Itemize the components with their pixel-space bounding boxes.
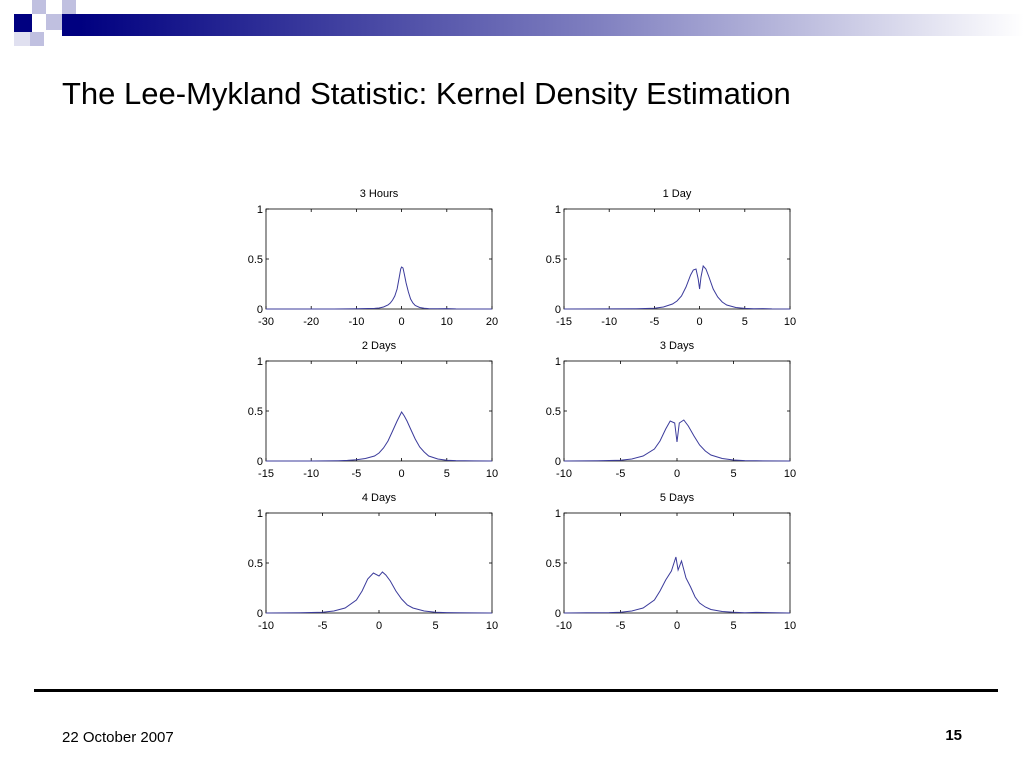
chart-frame <box>266 209 492 309</box>
x-tick-label: -30 <box>258 316 274 328</box>
chart-frame <box>266 361 492 461</box>
footer-divider <box>34 689 998 692</box>
x-tick-label: 0 <box>398 468 405 480</box>
x-tick-label: 5 <box>741 316 748 328</box>
x-tick-label: 5 <box>443 468 450 480</box>
x-tick-label: 5 <box>730 468 737 480</box>
x-tick-label: 0 <box>398 316 405 328</box>
chart-title: 3 Days <box>659 340 695 352</box>
y-tick-label: 1 <box>554 356 561 368</box>
x-tick-label: 10 <box>783 468 797 480</box>
density-curve <box>564 266 790 309</box>
chart-frame <box>564 361 790 461</box>
y-tick-label: 1 <box>256 204 263 216</box>
y-tick-label: 0.5 <box>247 254 263 266</box>
density-chart <box>248 492 498 632</box>
x-tick-label: 10 <box>783 316 797 328</box>
x-tick-label: -5 <box>649 316 660 328</box>
x-tick-label: -15 <box>556 316 572 328</box>
x-tick-label: -5 <box>351 468 362 480</box>
x-tick-label: -10 <box>258 620 274 632</box>
density-curve <box>564 420 790 461</box>
slide-title: The Lee-Mykland Statistic: Kernel Density Estimation <box>62 76 791 111</box>
x-tick-label: -10 <box>556 620 572 632</box>
x-tick-label: 10 <box>783 620 797 632</box>
y-tick-label: 1 <box>554 204 561 216</box>
y-tick-label: 1 <box>554 508 561 520</box>
x-tick-label: -10 <box>556 468 572 480</box>
x-tick-label: -10 <box>601 316 618 328</box>
density-curve <box>266 572 492 613</box>
density-chart <box>546 188 796 328</box>
x-tick-label: 0 <box>673 620 681 632</box>
density-chart <box>248 340 498 480</box>
density-chart <box>248 188 498 328</box>
y-tick-label: 0.5 <box>247 558 263 570</box>
x-tick-label: 5 <box>730 620 737 632</box>
x-tick-label: -15 <box>258 468 274 480</box>
chart-title: 4 Days <box>361 492 397 504</box>
x-tick-label: -5 <box>615 468 626 480</box>
chart-title: 5 Days <box>659 492 695 504</box>
y-tick-label: 1 <box>256 356 263 368</box>
chart-title: 2 Days <box>361 340 397 352</box>
x-tick-label: 0 <box>375 620 383 632</box>
x-tick-label: -5 <box>317 620 328 632</box>
y-tick-label: 0.5 <box>247 406 263 418</box>
page-number: 15 <box>945 727 962 744</box>
y-tick-label: 1 <box>256 508 263 520</box>
x-tick-label: 20 <box>485 316 499 328</box>
y-tick-label: 0.5 <box>545 406 561 418</box>
y-tick-label: 0 <box>554 456 561 468</box>
y-tick-label: 0 <box>256 456 263 468</box>
x-tick-label: -20 <box>303 316 320 328</box>
density-curve <box>564 557 790 613</box>
y-tick-label: 0.5 <box>545 254 561 266</box>
x-tick-label: 5 <box>432 620 439 632</box>
chart-frame <box>266 513 492 613</box>
x-tick-label: -10 <box>303 468 320 480</box>
density-curve <box>266 412 492 461</box>
density-chart <box>546 492 796 632</box>
x-tick-label: 0 <box>673 468 681 480</box>
x-tick-label: 10 <box>440 316 453 328</box>
y-tick-label: 0 <box>554 608 561 620</box>
density-curve <box>266 267 492 309</box>
chart-title: 3 Hours <box>359 188 399 200</box>
footer-date: 22 October 2007 <box>62 729 174 746</box>
y-tick-label: 0 <box>256 608 263 620</box>
x-tick-label: 10 <box>485 620 499 632</box>
x-tick-label: -10 <box>348 316 365 328</box>
y-tick-label: 0.5 <box>545 558 561 570</box>
y-tick-label: 0 <box>554 304 561 316</box>
chart-frame <box>564 209 790 309</box>
x-tick-label: 10 <box>485 468 499 480</box>
x-tick-label: -5 <box>615 620 626 632</box>
density-chart <box>546 340 796 480</box>
y-tick-label: 0 <box>256 304 263 316</box>
x-tick-label: 0 <box>696 316 703 328</box>
chart-title: 1 Day <box>662 188 692 200</box>
